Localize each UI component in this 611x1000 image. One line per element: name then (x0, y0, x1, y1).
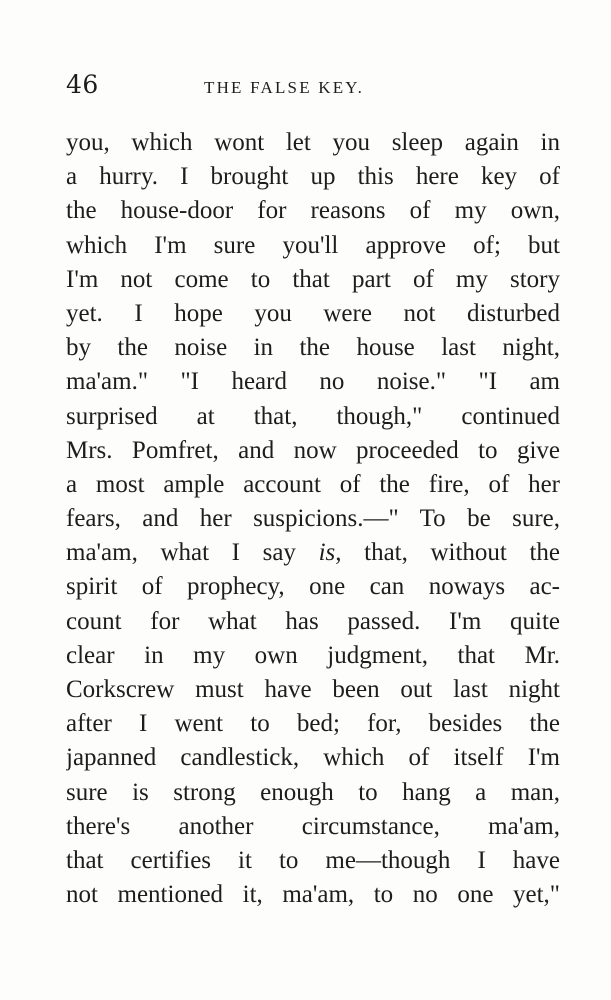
emphasized-word: is, (318, 539, 342, 567)
text-line: Mrs. Pomfret, and now proceeded to give (66, 436, 560, 464)
text-line (66, 536, 560, 570)
page-number: 46 (66, 70, 99, 99)
text-line: the house-door for reasons of my own, (66, 197, 560, 225)
text-line: you, which wont let you sleep again in (66, 129, 560, 156)
text-line: fears, and her suspicions.—" To be sure, (66, 505, 560, 533)
text-line: by the noise in the house last night, (66, 334, 560, 362)
text-line: ma'am." "I heard no noise." "I am (66, 368, 560, 396)
running-head (66, 64, 560, 104)
text-line: there's another circumstance, ma'am, (66, 812, 560, 840)
text-line: a hurry. I brought up this here key of (66, 163, 560, 191)
text-line: sure is strong enough to hang a man, (66, 778, 560, 806)
text-line: Corkscrew must have been out last night (66, 676, 560, 703)
text-line: surprised at that, though," continued (66, 402, 560, 430)
text-line: yet. I hope you were not disturbed (66, 299, 560, 327)
text-line: I'm not come to that part of my story (66, 265, 560, 293)
text-line: japanned candlestick, which of itself I'm (66, 744, 560, 772)
text-line: that certifies it to me—though I have (66, 846, 560, 874)
text-segment: ma'am, what I say (66, 539, 296, 567)
text-segment: that, without the (364, 539, 560, 567)
text-line: not mentioned it, ma'am, to no one yet," (66, 881, 560, 909)
text-line: clear in my own judgment, that Mr. (66, 641, 560, 669)
text-line: after I went to bed; for, besides the (66, 710, 560, 738)
body-text (66, 126, 560, 912)
text-line: which I'm sure you'll approve of; but (66, 231, 560, 259)
text-line: a most ample account of the fire, of her (66, 470, 560, 498)
text-line: count for what has passed. I'm quite (66, 607, 560, 635)
running-title: THE FALSE KEY. (204, 78, 365, 97)
text-line: spirit of prophecy, one can noways ac- (66, 573, 560, 601)
